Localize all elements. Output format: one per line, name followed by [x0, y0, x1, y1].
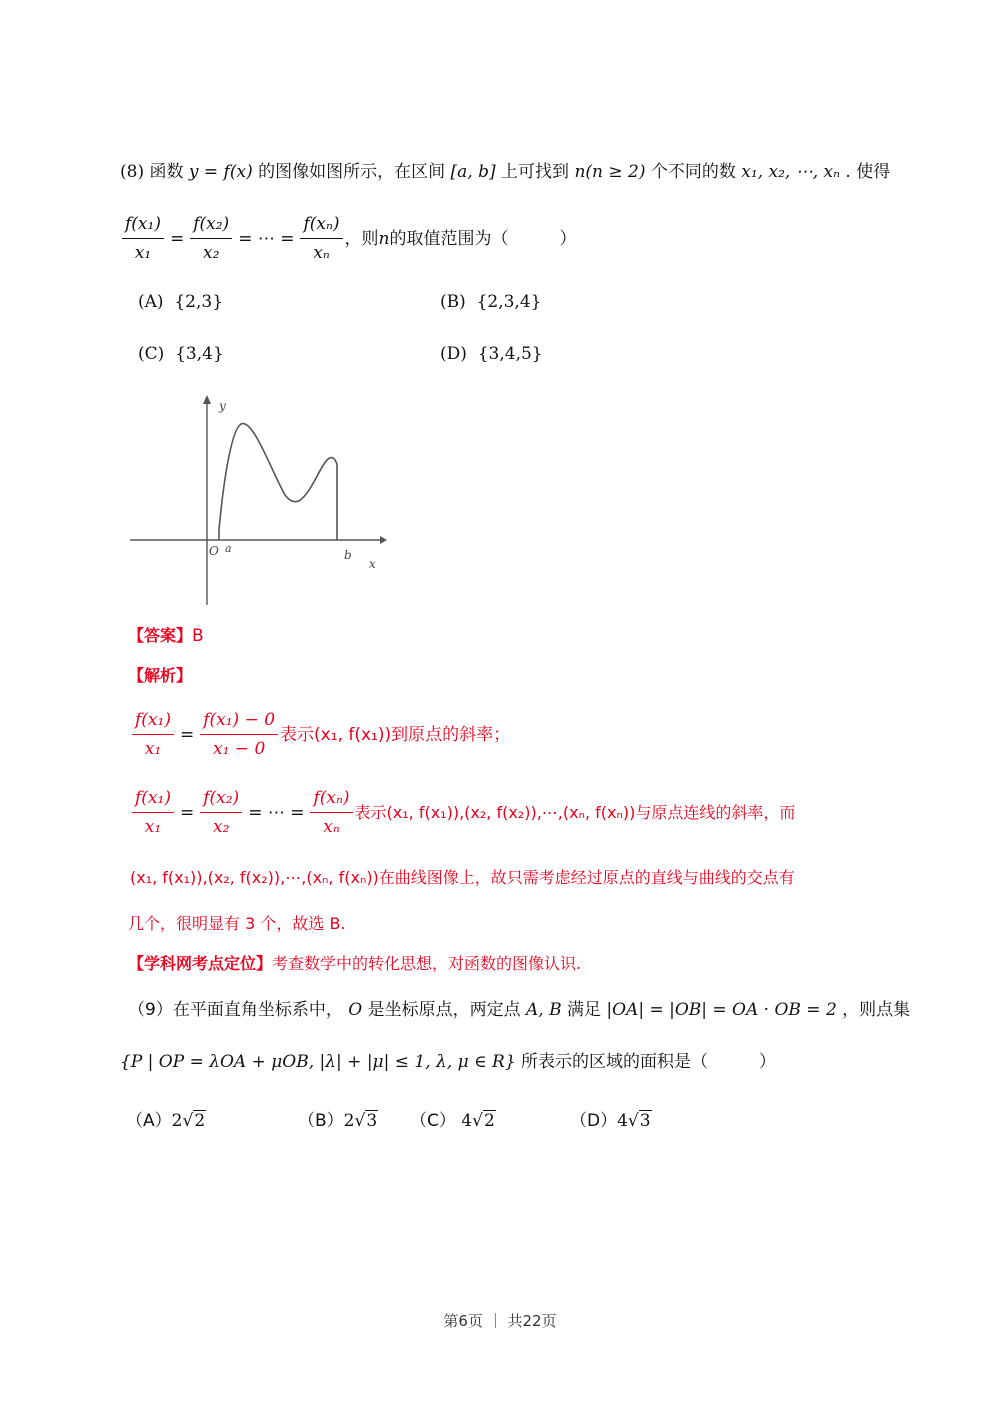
q8-function: y = f(x)	[188, 162, 253, 182]
q8-dots: = ⋯ =	[238, 228, 295, 249]
q8-text3: 上可找到	[501, 162, 570, 182]
q9-set: {P | OP = λOA + μOB, |λ| + |μ| ≤ 1, λ, μ ∈ R}	[120, 1052, 516, 1072]
answer-line	[128, 624, 204, 648]
frac-numerator: f(xₙ)	[310, 786, 352, 813]
q8-number: (8)	[120, 162, 145, 182]
analysis-line3	[130, 866, 795, 890]
analysis-line3-text: (x₁, f(x₁)),(x₂, f(x₂)),⋯,(xₙ, f(xₙ))在曲线图像上，故只需考虑经过原点的直线与曲线的交点有	[130, 868, 795, 887]
option-label: (C)	[138, 344, 165, 364]
q8-text7: 的取值范围为（ ）	[389, 228, 577, 249]
q9-option-d: （D）4√3	[570, 1111, 651, 1131]
q9-condition: |OA| = |OB| = OA · OB = 2	[606, 1000, 837, 1020]
frac-denominator: x₁ − 0	[212, 739, 266, 759]
frac-numerator: f(x₁) − 0	[200, 708, 278, 735]
option-label: （B）	[298, 1111, 344, 1131]
q8-n-condition: n(n ≥ 2)	[574, 162, 646, 182]
q9-text5: 所表示的区域的面积是（ ）	[521, 1052, 777, 1072]
option-label: （A）	[126, 1111, 172, 1131]
analysis-line1-text: 表示(x₁, f(x₁))到原点的斜率；	[280, 724, 511, 745]
frac-numerator: f(xₙ)	[300, 212, 342, 239]
q9-points: A, B	[525, 1000, 562, 1020]
q9-line1	[128, 998, 910, 1022]
q9-option-a: （A）2√2	[126, 1111, 206, 1131]
a-label: a	[225, 542, 232, 555]
q8-option-b	[440, 292, 541, 312]
option-radicand: 3	[366, 1111, 378, 1131]
q9-text3: 满足	[566, 1000, 601, 1020]
frac-numerator: f(x₁)	[132, 786, 174, 813]
analysis-line2: $\frac{\text{f(x₁)}}{\text{x₁}}$ = $\frac{\text{f(x₂)}}{\text{x₂}}$ = ⋯ = $\frac{\text{f(xₙ)}}{\text{xₙ}}$ 表示(x₁, f(x₁)),(x₂, f(x₂)),⋯,(xₙ, f(xₙ))与原点连线的斜率，而	[130, 786, 795, 839]
analysis-frac-b	[200, 708, 278, 761]
q8-text4: 个不同的数	[650, 162, 736, 182]
q9-text1: 在平面直角坐标系中，	[172, 1000, 343, 1020]
option-value: {2,3,4}	[476, 292, 542, 312]
frac-denominator: x₁	[144, 817, 162, 837]
x-axis-label: x	[369, 557, 376, 571]
frac-denominator: x₂	[213, 817, 230, 837]
y-axis-arrow	[203, 395, 211, 404]
origin-label: O	[209, 544, 219, 558]
option-radicand: 3	[639, 1111, 651, 1131]
q8-text1: 函数	[149, 162, 184, 182]
analysis-frac-n	[310, 786, 352, 839]
option-value: {3,4,5}	[477, 344, 543, 364]
analysis-line2-text: 表示(x₁, f(x₁)),(x₂, f(x₂)),⋯,(xₙ, f(xₙ))与原点连线的斜率，而	[354, 802, 796, 822]
option-value: {2,3}	[174, 292, 224, 312]
frac-numerator: f(x₁)	[132, 708, 174, 735]
frac-denominator: xₙ	[323, 817, 340, 837]
q8-option-d	[440, 344, 543, 364]
q8-frac-2	[190, 212, 232, 265]
option-label: (A)	[138, 292, 164, 312]
frac-numerator: f(x₂)	[190, 212, 232, 239]
function-graph	[125, 390, 390, 610]
analysis-line4-text: 几个，很明显有 3 个，故选 B.	[128, 914, 346, 933]
frac-denominator: xₙ	[313, 243, 330, 263]
frac-denominator: x₁	[144, 739, 162, 759]
analysis-heading-line	[128, 664, 192, 688]
frac-numerator: f(x₂)	[200, 786, 242, 813]
q9-origin: O	[348, 1000, 363, 1020]
key-point-text: 考查数学中的转化思想，对函数的图像认识.	[272, 954, 582, 973]
option-coef: 2	[171, 1111, 183, 1131]
analysis-frac-2	[200, 786, 242, 839]
q8-text5: . 使得	[845, 162, 891, 182]
answer-heading: 【答案】	[128, 626, 193, 645]
analysis-heading: 【解析】	[128, 666, 193, 685]
option-coef: 4	[617, 1111, 628, 1131]
q9-number: （9）	[128, 1000, 173, 1020]
frac-numerator: f(x₁)	[122, 212, 164, 239]
option-radicand: 2	[483, 1111, 495, 1131]
option-value: {3,4}	[175, 344, 224, 364]
key-point-line	[128, 952, 581, 976]
analysis-dots: = ⋯ =	[248, 802, 305, 823]
q8-line2: $\frac{\text{f(x₁)}}{\text{x₁}}$ = $\frac{\text{f(x₂)}}{\text{x₂}}$ = ⋯ = $\frac{\text{f(xₙ)}}{\text{xₙ}}$ ，则 n 的取值范围为（ ）	[120, 212, 576, 265]
option-label: (B)	[440, 292, 466, 312]
q9-option-c: （C） 4√2	[410, 1111, 495, 1131]
q8-line1	[120, 160, 890, 184]
q8-n-var: n	[378, 228, 390, 249]
analysis-line4	[128, 912, 346, 936]
frac-denominator: x₂	[203, 243, 220, 263]
analysis-line1: $\frac{\text{f(x₁)}}{\text{x₁}}$ = $\frac{\text{f(x₁) − 0}}{\text{x₁ − 0}}$ 表示(x₁, f(x₁))到原点的斜率；	[130, 708, 510, 761]
key-point-heading: 【学科网考点定位】	[128, 954, 273, 973]
q8-interval: [a, b]	[450, 162, 496, 182]
y-axis-label: y	[219, 399, 226, 413]
q9-option-b: （B）2√3	[298, 1111, 378, 1131]
b-label: b	[344, 548, 352, 562]
option-radicand: 2	[194, 1111, 206, 1131]
option-label: （C）	[410, 1111, 456, 1131]
q8-option-c	[138, 344, 224, 364]
answer-value: B	[192, 626, 204, 646]
option-label: （D）	[570, 1111, 618, 1131]
q9-line2	[120, 1050, 776, 1074]
analysis-frac-a	[132, 708, 174, 761]
q8-option-a	[138, 292, 223, 312]
q8-text2: 的图像如图所示，在区间	[258, 162, 446, 182]
analysis-frac-1	[132, 786, 174, 839]
q9-text4: ，则点集	[842, 1000, 911, 1020]
x-axis-arrow	[380, 536, 387, 544]
q8-frac-n	[300, 212, 342, 265]
q8-text6: ，则	[344, 228, 379, 249]
q8-x-list: x₁, x₂, ⋯, xₙ	[741, 162, 840, 182]
frac-denominator: x₁	[134, 243, 152, 263]
q8-frac-1	[122, 212, 164, 265]
page-footer: 第6页 ｜ 共22页	[443, 1312, 557, 1330]
function-curve	[219, 424, 337, 540]
q9-text2: 是坐标原点，两定点	[367, 1000, 521, 1020]
option-label: (D)	[440, 344, 467, 364]
option-coef: 4	[461, 1111, 473, 1131]
option-coef: 2	[343, 1111, 355, 1131]
